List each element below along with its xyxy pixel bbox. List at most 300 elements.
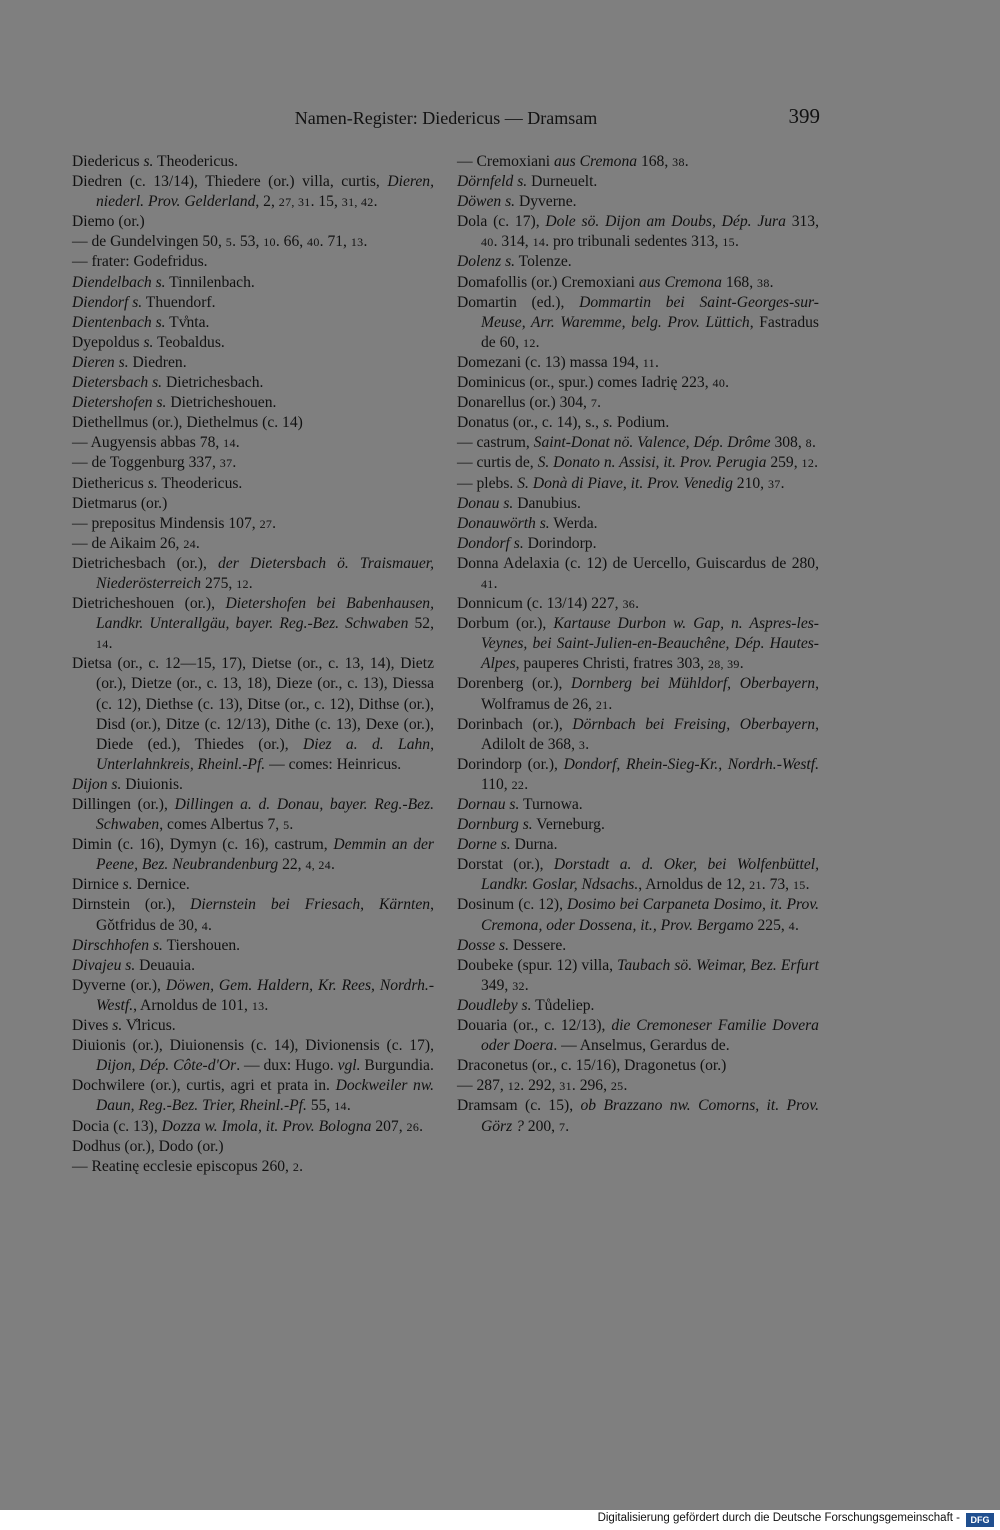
entry-text: Teobaldus. <box>153 333 225 351</box>
entry-italic: Diernstein bei Friesach, Kärnten <box>190 896 431 914</box>
index-entry <box>457 815 819 835</box>
entry-italic: Diendelbach s. <box>72 273 166 291</box>
entry-text: . <box>635 595 639 613</box>
line-number: 14 <box>223 436 236 451</box>
index-entry <box>457 835 819 855</box>
entry-text: , comes Albertus 7, <box>159 816 284 834</box>
entry-text: . <box>814 454 819 472</box>
entry-text: . <box>232 454 237 472</box>
entry-text: 275, <box>201 574 237 592</box>
entry-italic: Dijon, Dép. Côte-d'Or <box>96 1057 237 1075</box>
entry-text: . — Anselmus, Gerardus de. <box>553 1037 730 1055</box>
entry-text: 210, <box>732 474 768 492</box>
line-number: 4, 24 <box>305 858 331 873</box>
entry-italic: s. <box>602 414 613 432</box>
entry-text: Thuendorf. <box>142 293 216 311</box>
index-entry <box>72 936 434 956</box>
entry-text: . <box>811 434 816 452</box>
index-entry <box>72 474 434 494</box>
entry-text: . <box>363 233 368 251</box>
entry-italic: Dorne s. <box>457 836 511 854</box>
index-entry <box>72 875 434 895</box>
index-entry <box>72 212 434 232</box>
entry-text: . <box>493 574 498 592</box>
line-number: 12 <box>801 456 815 471</box>
entry-text: , Fastradus de 60, <box>481 313 819 351</box>
entry-text: 52, <box>408 615 434 633</box>
entry-text: , Adilolt de 368, <box>481 715 819 753</box>
entry-italic: Döwen, Gem. Haldern, Kr. Rees, Nordrh.-Westf. <box>96 976 435 1014</box>
entry-italic: ob Brazzano nw. Comorns, it. Prov. Görz ? <box>481 1097 819 1135</box>
index-entry <box>457 152 819 172</box>
entry-text: Dramsam (c. 15), <box>457 1097 581 1115</box>
entry-italic: Kartause Durbon w. Gap, n. Aspres-les-Veynes, bei Saint-Julien-en-Beauchêne, Dép. Hautes-Alpes <box>481 615 819 673</box>
entry-italic: Diez a. d. Lahn, Unterlahnkreis, Rheinl.-Pf. <box>96 735 434 773</box>
entry-italic: Döwen s. <box>457 193 516 211</box>
entry-text: Diethericus <box>72 474 148 492</box>
entry-text: . 292, <box>520 1077 560 1095</box>
entry-italic: Donauwörth s. <box>457 514 550 532</box>
entry-text: , Arnoldus de 101, <box>133 996 252 1014</box>
line-number: 40 <box>712 376 726 391</box>
entry-text: 22, <box>278 856 306 874</box>
entry-text: . <box>108 635 113 653</box>
entry-text: Tiershouen. <box>162 936 241 954</box>
entry-text: Werda. <box>549 514 598 532</box>
line-number: 13 <box>350 235 364 250</box>
entry-text: Dosinum (c. 12), <box>457 896 568 914</box>
entry-italic: vgl. <box>337 1057 361 1075</box>
entry-text: — frater: Godefridus. <box>72 253 208 271</box>
index-entry <box>72 152 434 172</box>
index-entry <box>457 212 819 252</box>
index-entry <box>457 474 819 494</box>
entry-text: . 314, <box>493 233 533 251</box>
entry-text: 168, <box>721 273 758 291</box>
index-entry <box>457 273 819 293</box>
entry-text: . <box>597 394 602 412</box>
index-entry <box>457 514 819 534</box>
entry-italic: Dornburg s. <box>457 816 533 834</box>
line-number: 31, 42 <box>341 195 374 210</box>
entry-text: . <box>264 996 269 1014</box>
entry-italic: Dirschhofen s. <box>72 936 163 954</box>
footer <box>0 1510 1000 1530</box>
entry-text: — castrum, <box>457 434 534 452</box>
line-number: 7 <box>590 396 598 411</box>
line-number: 5 <box>225 235 233 250</box>
line-number: 11 <box>642 355 655 370</box>
index-entry <box>72 1117 434 1137</box>
entry-italic: Dietershofen s. <box>72 394 167 412</box>
entry-text: . <box>208 916 212 934</box>
entry-italic: Dörnfeld s. <box>457 173 528 191</box>
index-entry <box>72 353 434 373</box>
entry-text: . <box>739 655 744 673</box>
entry-text: Dorenberg (or.), <box>457 675 571 693</box>
entry-text: Docia (c. 13), <box>72 1117 162 1135</box>
index-entry <box>72 273 434 293</box>
right-column <box>457 152 819 1137</box>
entry-text: . 53, <box>232 233 264 251</box>
index-entry <box>72 534 434 554</box>
entry-italic: s. <box>143 333 154 351</box>
entry-text: Tolenze. <box>515 253 572 271</box>
index-entry <box>457 936 819 956</box>
entry-italic: Dosse s. <box>457 936 509 954</box>
entry-text: Doubeke (spur. 12) villa, <box>457 956 618 974</box>
index-entry <box>72 1016 434 1036</box>
entry-text: Dorinbach (or.), <box>457 715 573 733</box>
left-column <box>72 152 434 1177</box>
entry-italic: Doudleby s. <box>457 996 532 1014</box>
entry-text: . <box>780 474 785 492</box>
line-number: 2 <box>292 1159 300 1174</box>
entry-italic: Dommartin bei Saint-Georges-sur-Meuse, Arr. Waremme, belg. Prov. Lüttich <box>481 293 819 331</box>
entry-text: V̊lricus. <box>122 1017 176 1035</box>
entry-text: Dorindorp (or.), <box>457 755 564 773</box>
index-entry <box>457 1076 819 1096</box>
index-entry <box>72 594 434 654</box>
entry-italic: Dosimo bei Carpaneta Dosimo, it. Prov. Cremona, oder Dossena, it., Prov. Bergamo <box>481 896 819 934</box>
entry-text: . <box>805 876 810 894</box>
entry-text: Dorindorp. <box>523 534 597 552</box>
line-number: 3 <box>578 737 586 752</box>
entry-text: — plebs. <box>457 474 518 492</box>
entry-text: , pauperes Christi, fratres 303, <box>515 655 708 673</box>
entry-italic: s. <box>122 876 133 894</box>
entry-text: . <box>623 1077 628 1095</box>
index-entry <box>457 855 819 895</box>
entry-text: . <box>373 193 378 211</box>
entry-italic: Dornberg bei Mühldorf, Oberbayern <box>571 675 816 693</box>
entry-text: Dietsa (or., c. 12—15, 17), Dietse (or., c. 13, 14), Dietz (or.), Dietze (or., c. 13, 18), Dieze (or., c. 13), Diessa (c. 12), Diethse (c. 13), Ditse (or., c. 12), Dithse (or.), Disd (or.), Ditze (c. 12/13), Dithe (c. 13), Dexe (or.), Diede (ed.), Thiedes (or.), <box>72 655 434 753</box>
index-entry <box>457 614 819 674</box>
index-entry <box>72 1036 434 1076</box>
running-head <box>72 104 820 134</box>
entry-text: Diethellmus (or.), Diethelmus (c. 14) <box>72 414 303 432</box>
entry-italic: Dolenz s. <box>457 253 516 271</box>
index-entry <box>72 1137 434 1157</box>
entry-italic: Divajeu s. <box>72 956 136 974</box>
entry-text: Diuionis (or.), Diuionensis (c. 14), Divionensis (c. 17), <box>72 1037 434 1055</box>
entry-text: . <box>330 856 335 874</box>
index-entry <box>457 453 819 473</box>
entry-text: Donarellus (or.) 304, <box>457 394 591 412</box>
line-number: 21 <box>749 878 762 893</box>
entry-text: 168, <box>637 153 673 170</box>
entry-text: Dives <box>72 1017 113 1035</box>
entry-italic: Dieren s. <box>72 353 129 371</box>
entry-text: — de Toggenburg 337, <box>72 454 220 472</box>
entry-text: Diedren. <box>128 353 187 371</box>
entry-italic: Dietersbach s. <box>72 374 163 392</box>
index-entry <box>72 514 434 534</box>
entry-text: . <box>608 695 613 713</box>
dfg-logo: DFG <box>966 1513 994 1527</box>
entry-text: Theodericus. <box>157 474 243 492</box>
line-number: 27 <box>259 516 273 531</box>
entry-text: Burgundia. <box>360 1057 434 1075</box>
line-number: 26 <box>406 1119 420 1134</box>
entry-text: . <box>272 514 277 532</box>
entry-text: . 73, <box>761 876 793 894</box>
index-entry <box>457 554 819 594</box>
entry-text: Dyverne (or.), <box>72 976 166 994</box>
index-entry <box>457 172 819 192</box>
entry-italic: der Dietersbach ö. Traismauer, Niederösterreich <box>96 554 434 592</box>
entry-text: Domezani (c. 13) massa 194, <box>457 353 643 371</box>
entry-text: Diedren (c. 13/14), Thiedere (or.) villa, curtis, <box>72 173 388 191</box>
line-number: 21 <box>595 697 609 712</box>
line-number: 41 <box>481 576 494 591</box>
page-number: 399 <box>788 104 820 128</box>
entry-text: . <box>585 735 590 753</box>
entry-text: . <box>725 374 730 392</box>
index-entry <box>72 293 434 313</box>
entry-italic: s. <box>147 474 158 492</box>
index-entry <box>457 1056 819 1076</box>
index-entry <box>457 594 819 614</box>
entry-text: . <box>524 775 529 793</box>
line-number: 25 <box>610 1079 624 1094</box>
entry-text: Dietricheshouen (or.), <box>72 595 226 613</box>
entry-italic: Dörnbach bei Freising, Oberbayern <box>572 715 816 733</box>
entry-text: Danubius. <box>513 494 581 512</box>
entry-text: Dessere. <box>508 936 567 954</box>
entry-text: . <box>248 574 253 592</box>
entry-text: . <box>734 233 739 251</box>
index-entry <box>72 554 434 594</box>
entry-text: Dochwilere (or.), curtis, agri et prata in. <box>72 1077 336 1095</box>
entry-text: Donatus (or., c. 14), s., <box>457 414 603 432</box>
index-entry <box>457 795 819 815</box>
entry-text: Diuionis. <box>121 775 183 793</box>
index-entry <box>72 895 434 935</box>
entry-text: . 71, <box>319 233 351 251</box>
index-entry <box>72 795 434 835</box>
index-entry <box>457 956 819 996</box>
entry-text: . 15, <box>310 193 342 211</box>
entry-text: 225, <box>753 916 789 934</box>
index-entry <box>72 1076 434 1116</box>
index-entry <box>457 293 819 353</box>
index-entry <box>457 674 819 714</box>
entry-text: Dillingen (or.), <box>72 796 175 813</box>
line-number: 14 <box>96 637 109 652</box>
entry-text: , Wolframus de 26, <box>481 675 819 713</box>
line-number: 40 <box>481 235 494 250</box>
line-number: 24 <box>183 536 196 551</box>
line-number: 12 <box>507 1079 521 1094</box>
index-entry <box>72 313 434 333</box>
entry-text: Domafollis (or.) Cremoxiani <box>457 273 639 291</box>
index-entry <box>457 373 819 393</box>
entry-italic: Dockweiler nw. Daun, Reg.-Bez. Trier, Rheinl.-Pf. <box>96 1077 434 1115</box>
index-entry <box>72 976 434 1016</box>
entry-text: . <box>794 916 799 934</box>
entry-text: Durna. <box>510 836 558 854</box>
entry-text: Dorstat (or.), <box>457 856 554 874</box>
index-entry <box>457 715 819 755</box>
entry-text: . 296, <box>571 1077 611 1095</box>
entry-text: Dietrichesbach. <box>162 374 264 392</box>
entry-italic: Dietershofen bei Babenhausen, Landkr. Unterallgäu, bayer. Reg.-Bez. Schwaben <box>96 595 434 633</box>
entry-text: Dimin (c. 16), Dymyn (c. 16), castrum, <box>72 836 334 854</box>
entry-text: , 2, <box>255 193 279 211</box>
entry-text: — Augyensis abbas 78, <box>72 434 224 452</box>
entry-text: Dodhus (or.), Dodo (or.) <box>72 1137 224 1155</box>
entry-text: . <box>195 534 200 552</box>
line-number: 4 <box>201 918 208 933</box>
entry-italic: Dillingen a. d. Donau, bayer. Reg.-Bez. Schwaben <box>96 796 434 834</box>
entry-text: . <box>289 816 294 834</box>
line-number: 37 <box>219 456 233 471</box>
line-number: 13 <box>251 998 265 1013</box>
entry-text: . 66, <box>275 233 308 251</box>
entry-text: Dyepoldus <box>72 333 144 351</box>
line-number: 15 <box>722 235 735 250</box>
entry-italic: Dole sö. Dijon am Doubs, Dép. Jura <box>545 213 786 231</box>
line-number: 37 <box>767 476 781 491</box>
entry-text: . <box>535 333 540 351</box>
entry-italic: s. <box>112 1017 123 1035</box>
index-entry <box>457 996 819 1016</box>
entry-italic: S. Donà di Piave, it. Prov. Venedig <box>517 474 733 492</box>
index-entry <box>457 755 819 795</box>
footer-credit: Digitalisierung gefördert durch die Deutsche Forschungsgemeinschaft - <box>597 1512 960 1524</box>
entry-text: Draconetus (or., c. 15/16), Dragonetus (or.) <box>457 1057 727 1075</box>
entry-text: Tinnilenbach. <box>165 273 255 291</box>
entry-text: — comes: Heinricus. <box>265 755 402 773</box>
index-entry <box>72 775 434 795</box>
entry-text: . <box>299 1157 304 1175</box>
entry-italic: Dientenbach s. <box>72 313 166 331</box>
index-entry <box>72 835 434 875</box>
entry-text: . <box>419 1117 424 1135</box>
index-entry <box>72 232 434 252</box>
entry-text: , Arnoldus de 12, <box>638 876 750 894</box>
entry-text: Podium. <box>612 414 670 432</box>
line-number: 28, 39 <box>707 657 740 672</box>
entry-text: — curtis de, <box>457 454 538 472</box>
index-entry <box>457 433 819 453</box>
entry-italic: Donau s. <box>457 494 514 512</box>
index-entry <box>72 453 434 473</box>
entry-text: 308, <box>770 434 806 452</box>
entry-text: , Gǒtfridus de 30, <box>96 896 434 934</box>
entry-italic: Dondorf, Rhein-Sieg-Kr., Nordrh.-Westf. <box>563 755 819 773</box>
entry-text: . <box>684 153 689 170</box>
entry-text: . <box>346 1097 351 1115</box>
entry-text: 259, <box>766 454 802 472</box>
entry-text: Theodericus. <box>153 153 239 170</box>
entry-text: — Cremoxiani <box>457 153 555 170</box>
line-number: 8 <box>805 436 812 451</box>
index-entry <box>72 654 434 775</box>
entry-italic: Dieren, niederl. Prov. Gelderland <box>96 173 434 211</box>
entry-text: Dominicus (or., spur.) comes Iadrię 223, <box>457 374 713 392</box>
index-entry <box>457 1016 819 1056</box>
index-entry <box>457 895 819 935</box>
index-entry <box>72 413 434 433</box>
entry-text: . <box>565 1117 570 1135</box>
entry-text: — de Gundelvingen 50, <box>72 233 226 251</box>
entry-italic: Diendorf s. <box>72 293 143 311</box>
line-number: 32 <box>512 978 525 993</box>
entry-text: Dirnstein (or.), <box>72 896 191 914</box>
entry-text: Dietrichesbach (or.), <box>72 554 218 572</box>
entry-text: Verneburg. <box>532 816 605 834</box>
line-number: 7 <box>558 1119 566 1134</box>
entry-italic: Taubach sö. Weimar, Bez. Erfurt <box>617 956 819 974</box>
line-number: 15 <box>792 878 806 893</box>
entry-italic: Saint-Donat nö. Valence, Dép. Drôme <box>533 434 771 452</box>
index-entry <box>457 534 819 554</box>
index-entry <box>457 1096 819 1136</box>
entry-italic: aus Cremona <box>638 273 722 291</box>
entry-text: . <box>235 434 240 452</box>
entry-text: Douaria (or., c. 12/13), <box>457 1017 612 1035</box>
index-entry <box>72 172 434 212</box>
running-title: Namen-Register: Diedericus — Dramsam <box>294 108 598 128</box>
index-entry <box>72 333 434 353</box>
entry-text: 55, <box>306 1097 335 1115</box>
entry-text: Deuauia. <box>135 956 195 974</box>
index-entry <box>457 353 819 373</box>
line-number: 22 <box>511 777 525 792</box>
entry-text: Dorbum (or.), <box>457 615 554 633</box>
line-number: 5 <box>283 818 290 833</box>
entry-text: 200, <box>523 1117 559 1135</box>
entry-text: Tv̊nta. <box>165 313 210 331</box>
line-number: 10 <box>263 235 276 250</box>
line-number: 12 <box>236 576 249 591</box>
index-entry <box>72 373 434 393</box>
index-entry <box>457 393 819 413</box>
entry-text: Dola (c. 17), <box>457 213 546 231</box>
line-number: 36 <box>622 597 636 612</box>
line-number: 12 <box>523 335 536 350</box>
entry-text: 349, <box>481 976 513 994</box>
entry-text: . <box>654 353 659 371</box>
index-entry <box>72 252 434 272</box>
line-number: 4 <box>788 918 795 933</box>
entry-text: Dernice. <box>132 876 190 894</box>
entry-text: Dyverne. <box>515 193 577 211</box>
entry-italic: Dozza w. Imola, it. Prov. Bologna <box>161 1117 372 1135</box>
entry-text: — 287, <box>457 1077 508 1095</box>
entry-text: Dietmarus (or.) <box>72 494 168 512</box>
line-number: 14 <box>532 235 546 250</box>
entry-text: . <box>524 976 529 994</box>
index-entry <box>457 494 819 514</box>
entry-text: — Reatinę ecclesie episcopus 260, <box>72 1157 293 1175</box>
entry-text: — de Aikaim 26, <box>72 534 184 552</box>
entry-italic: die Cremoneser Familie Dovera oder Doera <box>481 1017 819 1055</box>
line-number: 40 <box>307 235 320 250</box>
entry-italic: Dornau s. <box>457 796 520 813</box>
entry-italic: Demmin an der Peene, Bez. Neubrandenburg <box>96 836 434 874</box>
entry-text: — prepositus Mindensis 107, <box>72 514 260 532</box>
entry-text: Donnicum (c. 13/14) 227, <box>457 595 623 613</box>
entry-text: Dirnice <box>72 876 123 894</box>
entry-italic: S. Donato n. Assisi, it. Prov. Perugia <box>537 454 767 472</box>
entry-text: Diemo (or.) <box>72 213 145 231</box>
line-number: 38 <box>672 155 685 169</box>
entry-text: Dietricheshouen. <box>166 394 277 412</box>
index-entry <box>72 1157 434 1177</box>
